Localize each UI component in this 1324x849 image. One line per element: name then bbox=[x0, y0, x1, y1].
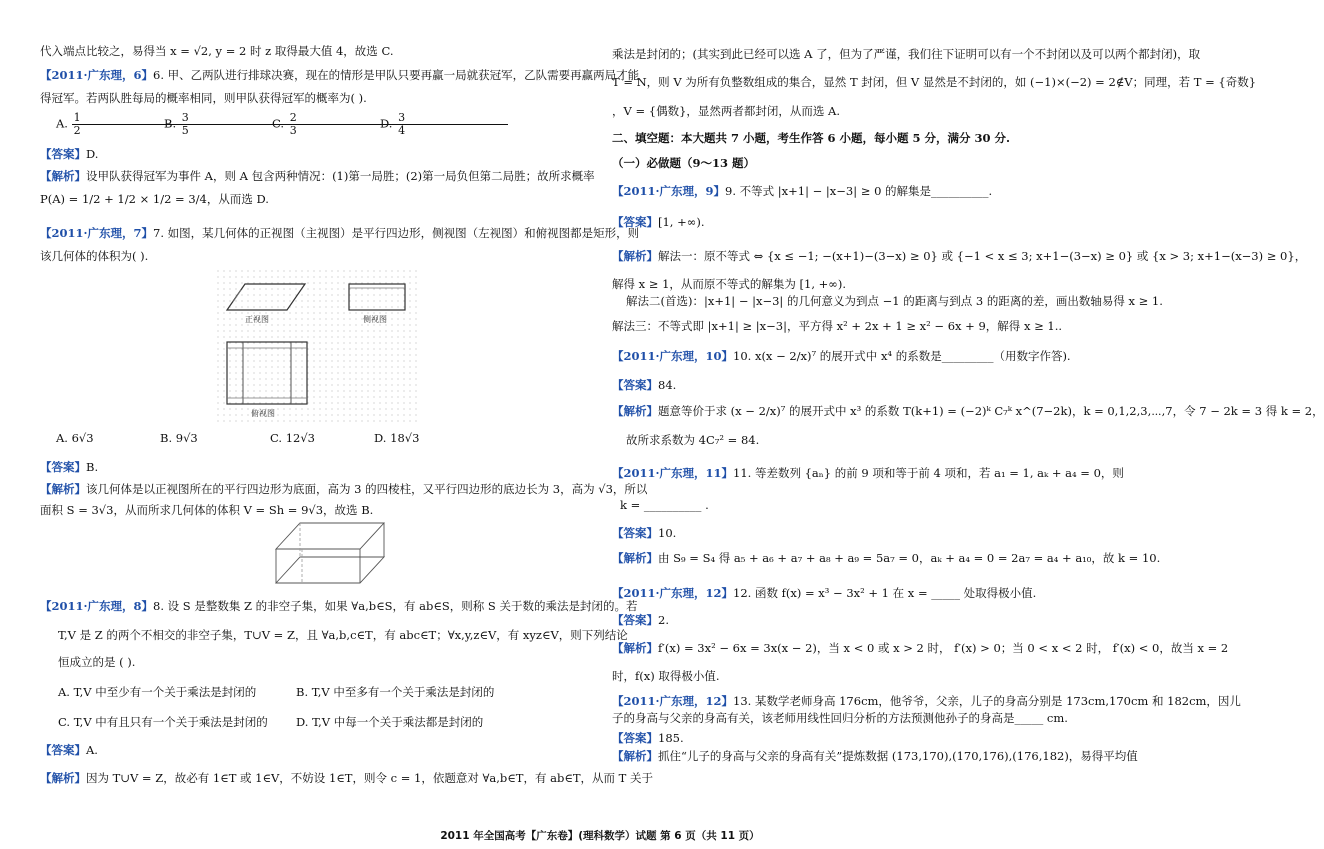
question-7-line-2: 该几何体的体积为( ). bbox=[40, 249, 149, 263]
question-13-answer: 【答案】185. bbox=[612, 731, 684, 745]
top-view-label: 俯视图 bbox=[251, 409, 275, 418]
question-11-explanation: 【解析】由 S₉ = S₄ 得 a₅ + a₆ + a₇ + a₈ + a₉ = 5a₇ = 0，aₖ + a₄ = 0 = 2a₇ = a₄ + a₁₀，故 k = 10. bbox=[612, 551, 1161, 565]
question-6-explanation-1: 【解析】设甲队获得冠军为事件 A，则 A 包含两种情况：(1)第一局胜；(2)第一局负但第二局胜；故所求概率 bbox=[40, 169, 595, 183]
option-c: C. 12√3 bbox=[270, 431, 315, 445]
question-7-explanation-2: 面积 S = 3√3，从而所求几何体的体积 V = Sh = 9√3，故选 B. bbox=[40, 503, 374, 517]
question-13-line-1: 【2011·广东理，12】13. 某数学老师身高 176cm，他爷爷，父亲，儿子的身高分别是 173cm,170cm 和 182cm，因儿 bbox=[612, 694, 1241, 708]
question-7-line-1: 【2011·广东理，7】7. 如图，某几何体的正视图（主视图）是平行四边形，侧视图（左视图）和俯视图都是矩形，则 bbox=[40, 226, 640, 240]
question-8-answer: 【答案】A. bbox=[40, 743, 98, 757]
option-a: A. 6√3 bbox=[56, 431, 94, 445]
question-8-options-cd bbox=[58, 714, 580, 731]
question-13-explanation: 【解析】抓住“儿子的身高与父亲的身高有关”提炼数据 (173,170),(170,176),(176,182)，易得平均值 bbox=[612, 749, 1138, 763]
three-view-figure bbox=[217, 270, 417, 422]
option-d: D. T,V 中每一个关于乘法都是封闭的 bbox=[296, 715, 484, 729]
prism-figure bbox=[272, 519, 392, 589]
question-6-options bbox=[56, 112, 580, 137]
question-8-line-3: 恒成立的是 ( ). bbox=[58, 655, 136, 669]
front-view-label: 正视图 bbox=[245, 315, 269, 324]
question-6-answer: 【答案】D. bbox=[40, 147, 99, 161]
continued-solution-line: 代入端点比较之，易得当 x = √2, y = 2 时 z 取得最大值 4，故选 C. bbox=[40, 44, 394, 58]
option-d: D. 18√3 bbox=[374, 431, 420, 445]
question-6-explanation-2: P(A) = 1/2 + 1/2 × 1/2 = 3/4，从而选 D. bbox=[40, 192, 269, 206]
question-10-explanation-2: 故所求系数为 4C₇² = 84. bbox=[626, 433, 760, 447]
question-10-line: 【2011·广东理，10】10. x(x − 2/x)⁷ 的展开式中 x⁴ 的系数是_________（用数字作答). bbox=[612, 349, 1071, 363]
question-11-answer: 【答案】10. bbox=[612, 526, 677, 540]
question-7-options bbox=[56, 430, 580, 447]
question-10-explanation-1: 【解析】题意等价于求 (x − 2/x)⁷ 的展开式中 x³ 的系数 T(k+1) = (−2)ᵏ C₇ᵏ x^(7−2k)，k = 0,1,2,3,⋯,7，令 7 − 2k = 3 得 k = 2， bbox=[612, 404, 1324, 418]
question-12-line: 【2011·广东理，12】12. 函数 f(x) = x³ − 3x² + 1 在 x = _____ 处取得极小值. bbox=[612, 586, 1037, 600]
continued-line-2: T = N，则 V 为所有负整数组成的集合，显然 T 封闭，但 V 显然是不封闭的，如 (−1)×(−2) = 2∉V；同理，若 T = {奇数} bbox=[612, 75, 1257, 89]
question-7-answer: 【答案】B. bbox=[40, 460, 99, 474]
question-9-explanation-4: 解法三：不等式即 |x+1| ≥ |x−3|，平方得 x² + 2x + 1 ≥ x² − 6x + 9，解得 x ≥ 1.. bbox=[612, 319, 1063, 333]
option-a: A. T,V 中至少有一个关于乘法是封闭的 bbox=[58, 685, 257, 699]
question-6-tag: 【2011·广东理，6】 bbox=[40, 68, 154, 82]
question-11-line-1: 【2011·广东理，11】11. 等差数列 {aₙ} 的前 9 项和等于前 4 项和，若 a₁ = 1, aₖ + a₄ = 0，则 bbox=[612, 466, 1124, 480]
subsection-heading: （一）必做题（9～13 题） bbox=[612, 156, 756, 170]
continued-line-3: ，V = {偶数}，显然两者都封闭，从而选 A. bbox=[612, 104, 840, 118]
question-6-line-1 bbox=[40, 67, 640, 84]
option-b: B. 9√3 bbox=[160, 431, 198, 445]
question-9-answer: 【答案】[1, +∞). bbox=[612, 215, 705, 229]
option-d: D. $\frac{3}{4}$ bbox=[380, 112, 488, 137]
question-9-explanation-3: 解法二(首选)：|x+1| − |x−3| 的几何意义为到点 −1 的距离与到点 3 的距离的差，画出数轴易得 x ≥ 1. bbox=[626, 294, 1163, 308]
question-11-line-2: k = __________ . bbox=[620, 498, 709, 512]
side-view-label: 侧视图 bbox=[363, 315, 387, 324]
question-10-answer: 【答案】84. bbox=[612, 378, 677, 392]
question-7-explanation-1: 【解析】该几何体是以正视图所在的平行四边形为底面，高为 3 的四棱柱，又平行四边形的底边长为 3，高为 √3，所以 bbox=[40, 482, 648, 496]
question-8-explanation-1: 【解析】因为 T∪V = Z，故必有 1∈T 或 1∈V，不妨设 1∈T，则令 c = 1，依题意对 ∀a,b∈T，有 ab∈T，从而 T 关于 bbox=[40, 771, 654, 785]
question-8-line-2: T,V 是 Z 的两个不相交的非空子集，T∪V = Z，且 ∀a,b,c∈T，有 abc∈T；∀x,y,z∈V，有 xyz∈V，则下列结论 bbox=[58, 628, 628, 642]
question-13-line-2: 子的身高与父亲的身高有关，该老师用线性回归分析的方法预测他孙子的身高是_____ cm. bbox=[612, 711, 1068, 725]
section-heading: 二、填空题：本大题共 7 小题，考生作答 6 小题，每小题 5 分，满分 30 分. bbox=[612, 131, 1011, 145]
question-6-text: 6. 甲、乙两队进行排球决赛，现在的情形是甲队只要再赢一局就获冠军，乙队需要再赢两局才能 bbox=[153, 68, 640, 82]
question-9-explanation-1: 【解析】解法一：原不等式 ⇔ {x ≤ −1; −(x+1)−(3−x) ≥ 0} 或 {−1 < x ≤ 3; x+1−(3−x) ≥ 0} 或 {x > 3; x+1−(x−3) ≥ 0}， bbox=[612, 249, 1307, 263]
option-c: C. T,V 中有且只有一个关于乘法是封闭的 bbox=[58, 715, 268, 729]
question-8-line-1: 【2011·广东理，8】8. 设 S 是整数集 Z 的非空子集，如果 ∀a,b∈S，有 ab∈S，则称 S 关于数的乘法是封闭的。若 bbox=[40, 599, 638, 613]
question-8-options-ab bbox=[58, 684, 580, 701]
question-6-line-2: 得冠军。若两队胜每局的概率相同，则甲队获得冠军的概率为( ). bbox=[40, 91, 367, 105]
option-c: C. $\frac{2}{3}$ bbox=[272, 112, 380, 137]
question-12-explanation-2: 时，f(x) 取得极小值. bbox=[612, 669, 720, 683]
option-b: B. $\frac{3}{5}$ bbox=[164, 112, 272, 137]
right-column bbox=[612, 0, 1324, 819]
page-footer: 2011 年全国高考【广东卷】(理科数学）试题 第 6 页（共 11 页） bbox=[440, 830, 760, 842]
option-a: A. $\frac{1}{2}$ bbox=[56, 112, 164, 137]
question-12-answer: 【答案】2. bbox=[612, 613, 669, 627]
option-b: B. T,V 中至多有一个关于乘法是封闭的 bbox=[296, 685, 495, 699]
question-9-explanation-2: 解得 x ≥ 1，从而原不等式的解集为 [1, +∞). bbox=[612, 277, 847, 291]
question-9-line: 【2011·广东理，9】9. 不等式 |x+1| − |x−3| ≥ 0 的解集是__________. bbox=[612, 184, 993, 198]
continued-line-1: 乘法是封闭的；(其实到此已经可以选 A 了，但为了严谨，我们往下证明可以有一个不封闭以及可以两个都封闭)，取 bbox=[612, 47, 1201, 61]
question-12-explanation-1: 【解析】f′(x) = 3x² − 6x = 3x(x − 2)，当 x < 0 或 x > 2 时， f′(x) > 0；当 0 < x < 2 时， f′(x) < 0，故当 x = 2 bbox=[612, 641, 1229, 655]
